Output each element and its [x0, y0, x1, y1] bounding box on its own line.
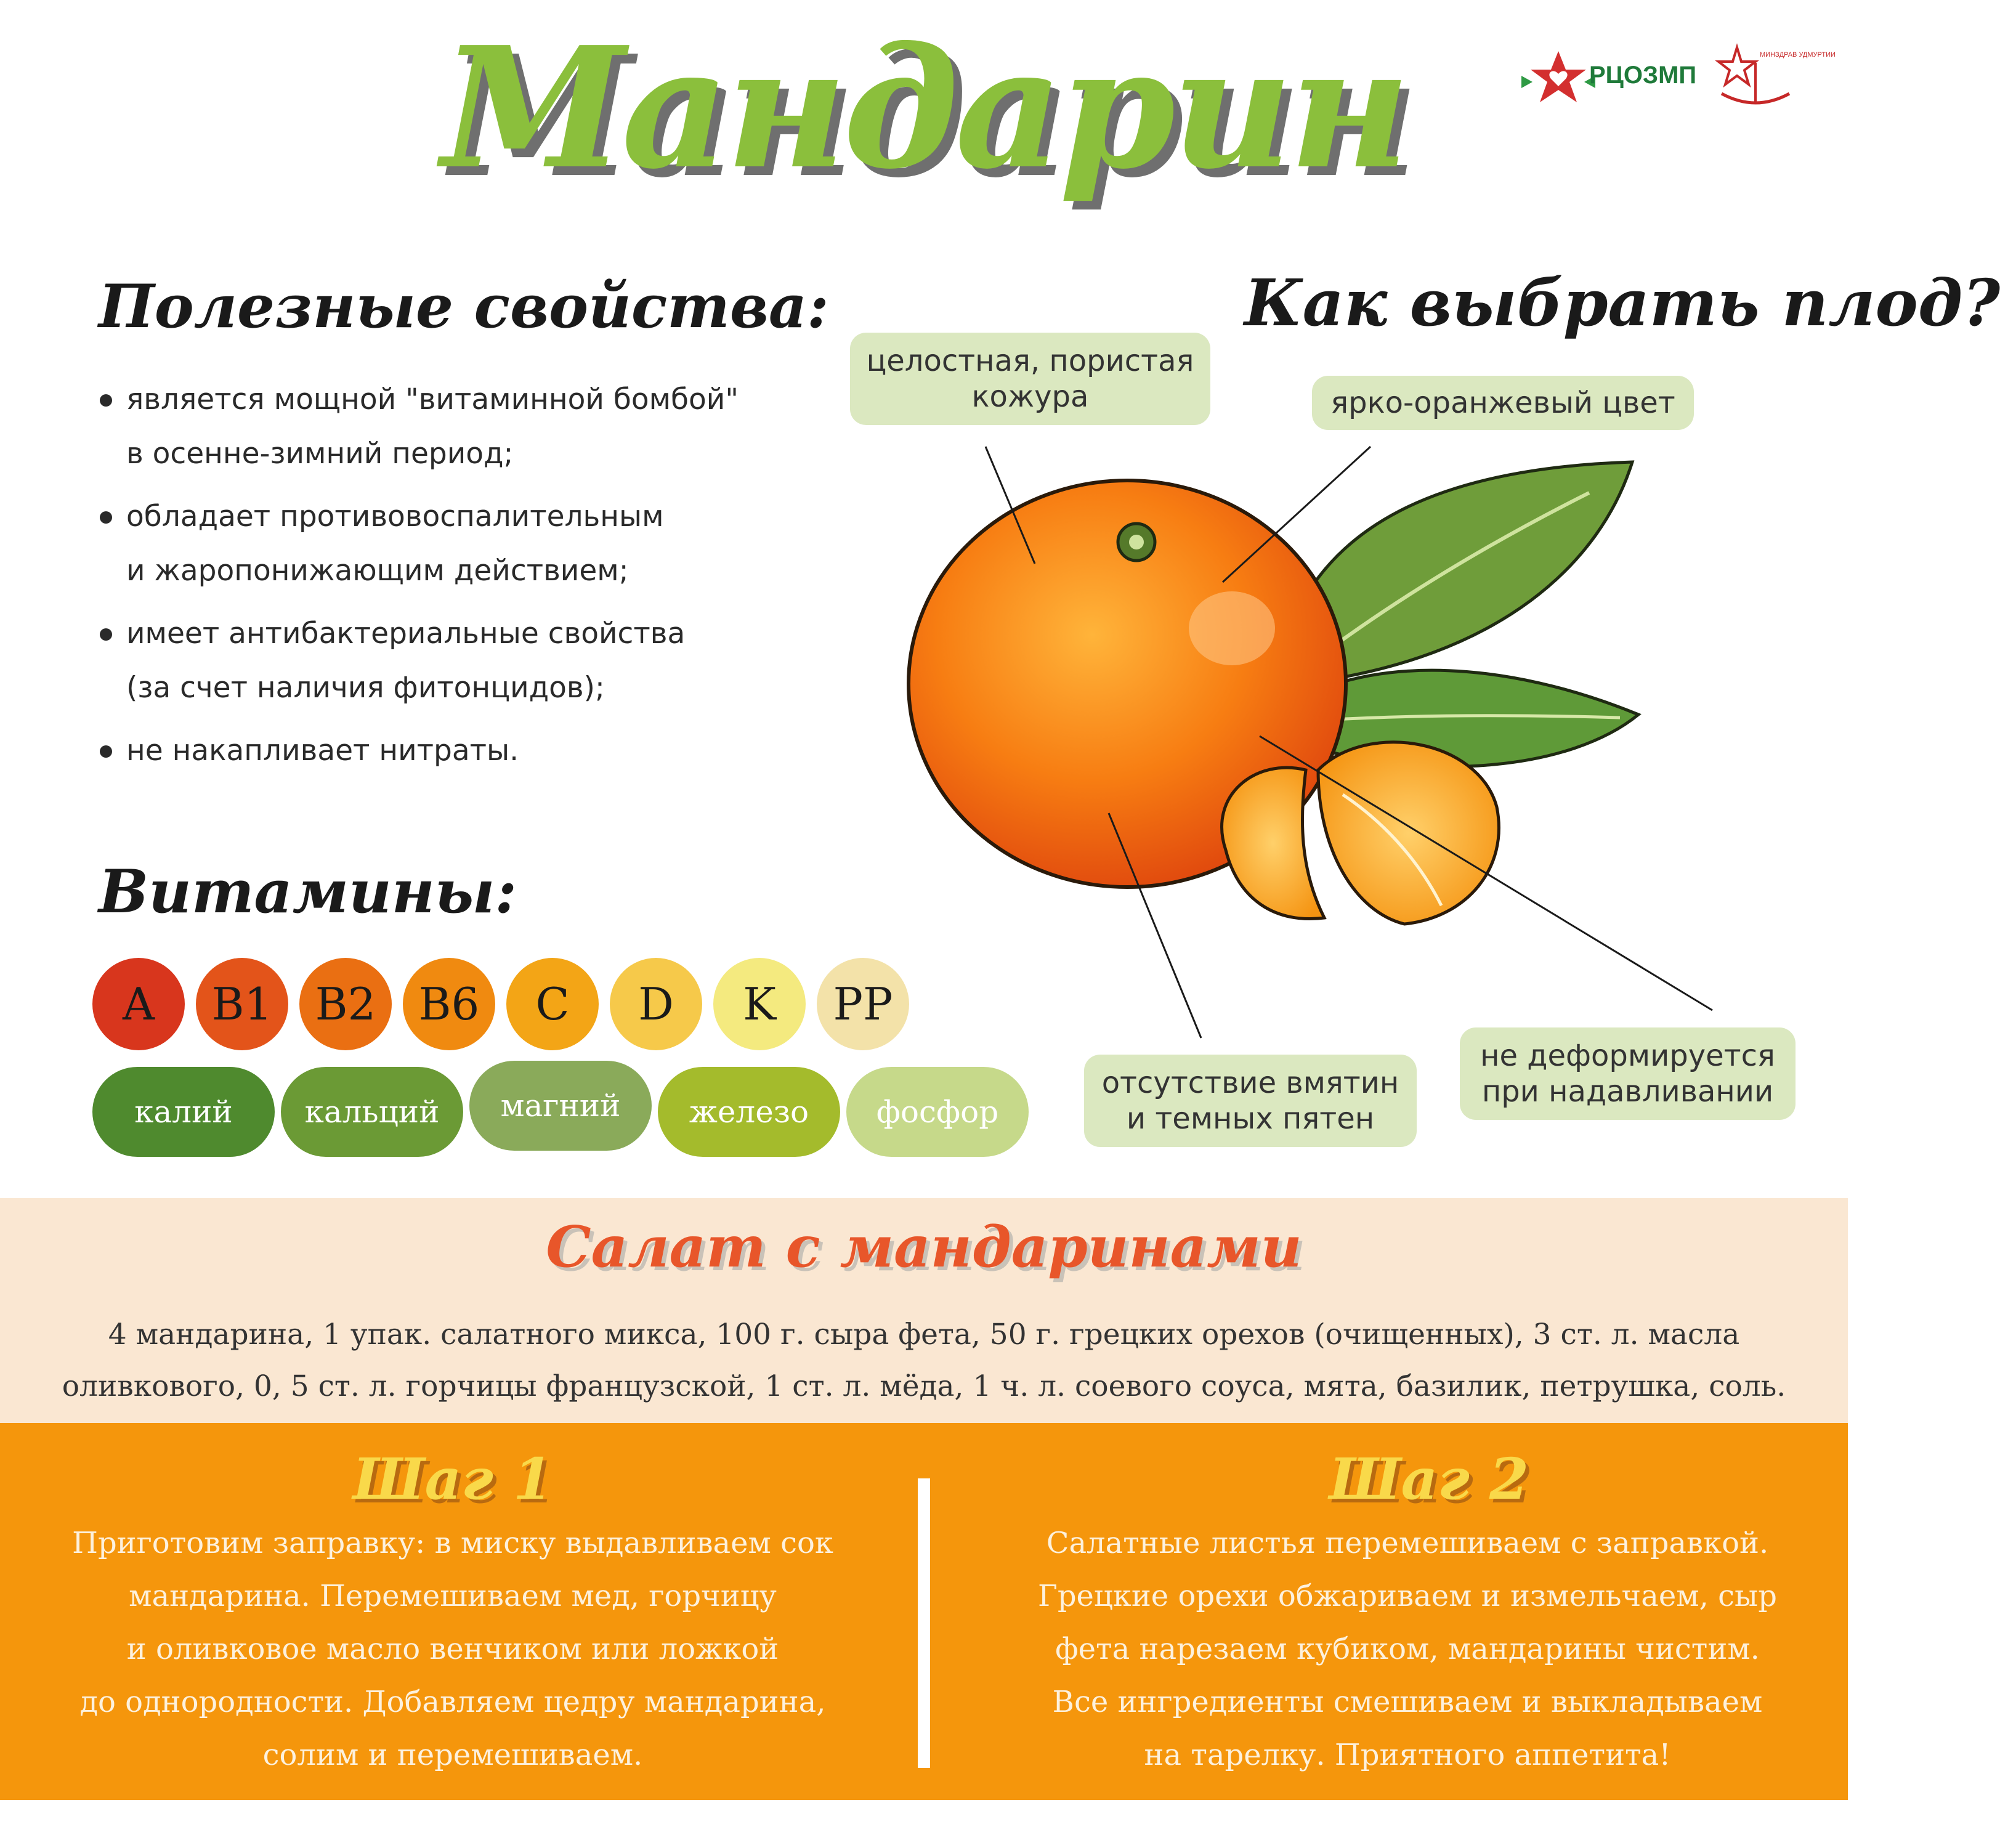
step-1-title: Шаг 1: [352, 1446, 553, 1512]
mineral-pill: кальций: [281, 1067, 463, 1157]
vitamin-badge: B2: [299, 958, 392, 1050]
bullet-icon: [100, 394, 112, 407]
vitamin-badge: K: [713, 958, 806, 1050]
callout-firm: не деформируется при надавливании: [1460, 1027, 1796, 1120]
mandarin-illustration: [875, 425, 1688, 1041]
benefit-text: имеет антибактериальные свойства (за счет наличия фитонцидов);: [126, 617, 686, 705]
callout-color: ярко-оранжевый цвет: [1312, 376, 1694, 430]
vitamins-row: [92, 958, 955, 1056]
callout-peel: целостная, пористая кожура: [850, 333, 1210, 425]
vitamin-badge: PP: [817, 958, 909, 1050]
recipe-title: Салат с мандаринами: [546, 1214, 1302, 1280]
mandarin-segment: [1318, 742, 1499, 924]
benefit-item: [92, 490, 893, 598]
step-1-text: Приготовим заправку: в миску выдавливаем сок мандарина. Перемешиваем мед, горчицу и оливковое масло венчиком или ложкой до однородности. Добавляем цедру мандарина, солим и перемешиваем.: [72, 1526, 833, 1772]
choose-title: Как выбрать плод?: [1244, 265, 2000, 341]
benefit-item: [92, 373, 893, 481]
minzdrav-logo-icon: [1709, 44, 1836, 118]
mineral-pill: фосфор: [846, 1067, 1029, 1157]
bullet-icon: [100, 511, 112, 524]
vitamin-badge: D: [610, 958, 702, 1050]
bullet-icon: [100, 745, 112, 758]
benefits-list: [92, 373, 893, 787]
vitamin-badge: C: [506, 958, 599, 1050]
step-2-text: Салатные листья перемешиваем с заправкой. Грецкие орехи обжариваем и измельчаем, сыр фета нарезаем кубиком, мандарины чистим. Все ингредиенты смешиваем и выкладываем на тарелку. Приятного аппетита!: [1038, 1526, 1777, 1772]
vitamin-badge: A: [92, 958, 185, 1050]
benefit-item: [92, 724, 893, 778]
bullet-icon: [100, 628, 112, 641]
logos: [1521, 44, 1836, 118]
minerals-row: [92, 1061, 1035, 1159]
recipe-ingredients: 4 мандарина, 1 упак. салатного микса, 100 г. сыра фета, 50 г. грецких орехов (очищенных), 3 ст. л. масла оливкового, 0, 5 ст. л. горчицы французской, 1 ст. л. мёда, 1 ч. л. соевого соуса, мята, базилик, петрушка, соль.: [62, 1318, 1786, 1403]
vitamin-badge: B6: [403, 958, 495, 1050]
rczmp-logo-text: РЦОЗМП: [1589, 62, 1697, 89]
mineral-pill: калий: [92, 1067, 275, 1157]
benefit-text: является мощной "витаминной бомбой" в осенне-зимний период;: [126, 383, 739, 471]
vitamin-badge: B1: [196, 958, 288, 1050]
benefit-item: [92, 607, 893, 715]
step-divider: [918, 1478, 930, 1768]
vitamins-title: Витамины:: [99, 857, 517, 926]
mineral-pill: железо: [658, 1067, 840, 1157]
minzdrav-logo-text: МИНЗДРАВ УДМУРТИИ: [1760, 51, 1836, 59]
rczmp-logo-icon: [1521, 48, 1595, 116]
benefit-text: не накапливает нитраты.: [126, 734, 519, 768]
stem-icon: [1118, 524, 1155, 561]
step-2-title: Шаг 2: [1329, 1446, 1529, 1512]
callout-no-dents: отсутствие вмятин и темных пятен: [1084, 1055, 1417, 1147]
page-title: Мандарин: [441, 10, 1407, 206]
mineral-pill: магний: [469, 1061, 652, 1151]
benefits-title: Полезные свойства:: [99, 272, 829, 341]
benefit-text: обладает противовоспалительным и жаропонижающим действием;: [126, 500, 664, 588]
